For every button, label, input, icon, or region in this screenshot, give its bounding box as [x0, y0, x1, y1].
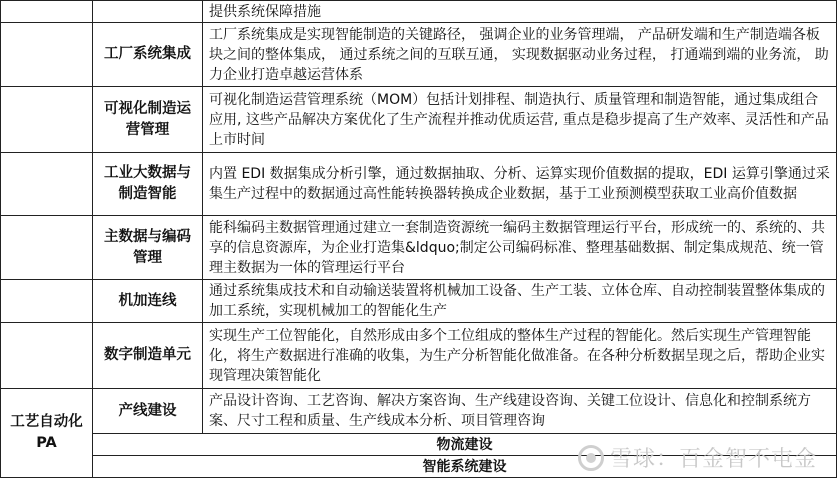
row-title: 机加连线: [93, 280, 203, 323]
table-row: [1, 87, 837, 153]
row-title: 工厂系统集成: [93, 23, 203, 87]
table-row: [1, 323, 837, 389]
category-cell-blank: [1, 216, 93, 280]
row-desc: 提供系统保障措施: [203, 1, 837, 23]
row-title: 数字制造单元: [93, 323, 203, 389]
table-row: [1, 23, 837, 87]
row-desc: 产品设计咨询、工艺咨询、解决方案咨询、生产线建设咨询、关键工位设计、信息化和控制系统方案、尺寸工程和质量、生产线成本分析、项目管理咨询: [203, 389, 837, 434]
table-row: [1, 434, 837, 456]
span-row-smart-system: 智能系统建设: [93, 456, 837, 478]
table-row: [1, 1, 837, 23]
category-cell-top: [1, 1, 93, 23]
row-desc: 内置 EDI 数据集成分析引擎，通过数据抽取、分析、运算实现价值数据的提取，EDI 运算引擎通过采集生产过程中的数据通过高性能转换器转换成企业数据，基于工业预测模型获取工业高价值数据: [203, 153, 837, 216]
category-cell-blank: [1, 280, 93, 323]
table-row: [1, 389, 837, 434]
table-row: [1, 280, 837, 323]
row-desc: 工厂系统集成是实现智能制造的关键路径， 强调企业的业务管理端， 产品研发端和生产制造端各板块之间的整体集成， 通过系统之间的互联互通， 实现数据驱动业务过程， 打通端到端的业务流， 助力企业打造卓越运营体系: [203, 23, 837, 87]
span-row-logistics: 物流建设: [93, 434, 837, 456]
row-title: 工业大数据与制造智能: [93, 153, 203, 216]
row-title: 可视化制造运营管理: [93, 87, 203, 153]
row-title: 主数据与编码管理: [93, 216, 203, 280]
category-cell-blank: [1, 87, 93, 153]
title-cell-empty: [93, 1, 203, 23]
row-title: 产线建设: [93, 389, 203, 434]
row-desc: 可视化制造运营管理系统（MOM）包括计划排程、制造执行、质量管理和制造智能，通过集成组合应用, 这些产品解决方案优化了生产流程并推动优质运营, 重点是稳步提高了生产效率、灵活性和产品上市时间: [203, 87, 837, 153]
table-row: [1, 216, 837, 280]
category-label: 工艺自动化 PA: [1, 389, 93, 478]
table-row: [1, 456, 837, 478]
row-desc: 实现生产工位智能化，自然形成由多个工位组成的整体生产过程的智能化。然后实现生产管理智能化，将生产数据进行准确的收集，为生产分析智能化做准备。在各种分析数据呈现之后，帮助企业实现管理决策智能化: [203, 323, 837, 389]
watermark-text: 雪球：百金智不屯金: [609, 447, 817, 472]
row-desc: 能科编码主数据管理通过建立一套制造资源统一编码主数据管理运行平台，形成统一的、系统的、共享的信息资源库，为企业打造集&ldquo;制定公司编码标准、整理基础数据、制定集成规范、统一管理主数据为一体的管理运行平台: [203, 216, 837, 280]
category-cell-blank: [1, 153, 93, 216]
category-cell-blank: [1, 23, 93, 87]
row-desc: 通过系统集成技术和自动输送装置将机械加工设备、生产工装、立体仓库、自动控制装置整体集成的加工系统，实现机械加工的智能化生产: [203, 280, 837, 323]
table-row: [1, 153, 837, 216]
category-cell-blank: [1, 323, 93, 389]
